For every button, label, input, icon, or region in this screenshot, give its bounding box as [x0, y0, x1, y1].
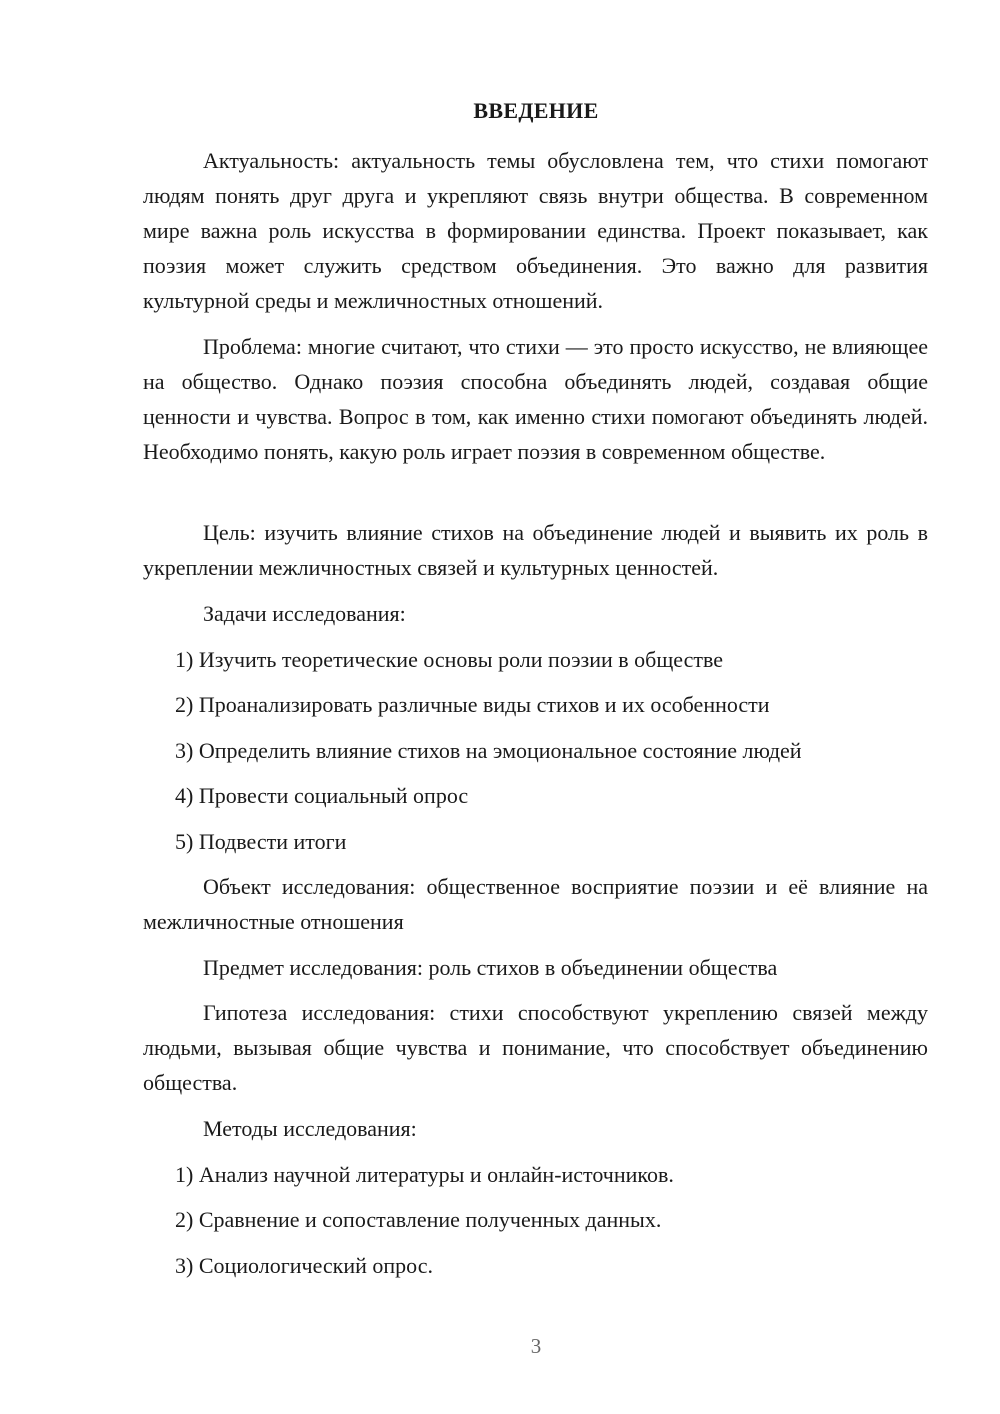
subject-paragraph: Предмет исследования: роль стихов в объединении общества [203, 955, 778, 980]
goal-paragraph: Цель: изучить влияние стихов на объединение людей и выявить их роль в укреплении межличностных связей и культурных ценностей. [143, 520, 928, 580]
goal-paragraph-block [143, 515, 928, 585]
list-item: 1) Изучить теоретические основы роли поэзии в обществе [175, 647, 724, 672]
tasks-heading: Задачи исследования: [203, 601, 406, 626]
list-item: 2) Сравнение и сопоставление полученных данных. [175, 1207, 662, 1232]
relevance-paragraph-block [143, 143, 928, 318]
tasks-list-item-3 [143, 733, 928, 768]
list-item: 4) Провести социальный опрос [175, 783, 469, 808]
object-paragraph-block [143, 869, 928, 939]
list-item: 5) Подвести итоги [175, 829, 347, 854]
tasks-list-item-4 [143, 778, 928, 813]
list-item: 1) Анализ научной литературы и онлайн-источников. [175, 1162, 674, 1187]
page-title: ВВЕДЕНИЕ [473, 98, 599, 123]
tasks-list-item-2 [143, 687, 928, 722]
subject-paragraph-block [143, 950, 928, 985]
hypothesis-paragraph-block [143, 995, 928, 1100]
methods-list-item-2 [143, 1202, 928, 1237]
problem-paragraph-block [143, 329, 928, 469]
page-number: 3 [530, 1334, 542, 1358]
methods-heading: Методы исследования: [203, 1116, 417, 1141]
list-item: 3) Определить влияние стихов на эмоциональное состояние людей [175, 738, 802, 763]
methods-list-item-1 [143, 1157, 928, 1192]
methods-list-item-3 [143, 1248, 928, 1283]
object-paragraph: Объект исследования: общественное восприятие поэзии и её влияние на межличностные отношения [143, 874, 928, 934]
tasks-heading-block [143, 596, 928, 631]
tasks-list-item-1 [143, 642, 928, 677]
relevance-paragraph: Актуальность: актуальность темы обусловлена тем, что стихи помогают людям понять друг друга и укрепляют связь внутри общества. В современном мире важна роль искусства в формировании единства. Проект показывает, как поэзия может служить средством объединения. Это важно для развития культурной среды и межличностных отношений. [143, 148, 928, 313]
list-item: 2) Проанализировать различные виды стихов и их особенности [175, 692, 770, 717]
list-item: 3) Социологический опрос. [175, 1253, 433, 1278]
problem-paragraph: Проблема: многие считают, что стихи — это просто искусство, не влияющее на общество. Однако поэзия способна объединять людей, создавая общие ценности и чувства. Вопрос в том, как именно стихи помогают объединять людей. Необходимо понять, какую роль играет поэзия в современном обществе. [143, 334, 928, 464]
tasks-list-item-5 [143, 824, 928, 859]
methods-heading-block [143, 1111, 928, 1146]
hypothesis-paragraph: Гипотеза исследования: стихи способствуют укреплению связей между людьми, вызывая общие чувства и понимание, что способствует объединению общества. [143, 1000, 928, 1095]
